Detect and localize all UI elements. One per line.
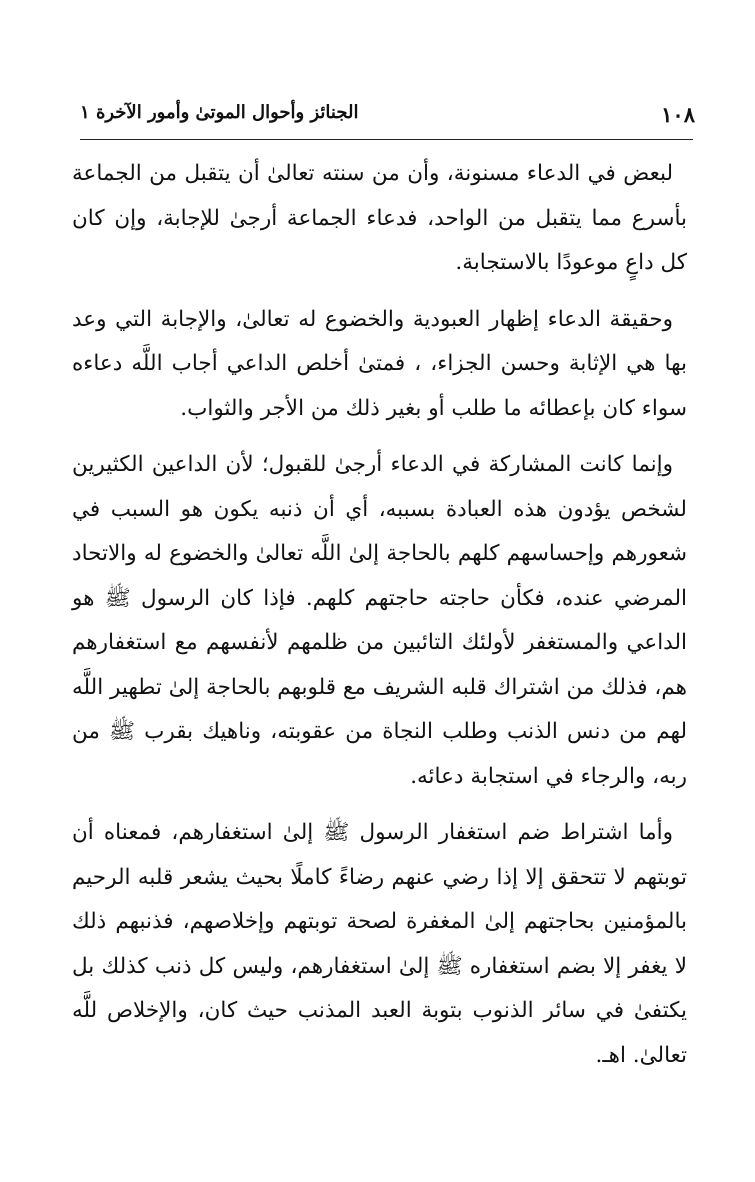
header-divider (80, 139, 693, 140)
page-header (80, 98, 695, 132)
paragraph-4: وأما اشتراط ضم استغفار الرسول ﷺ إلىٰ استغفارهم، فمعناه أن توبتهم لا تتحقق إلا إذا رضي عنهم رضاءً كاملًا بحيث يشعر قلبه الرحيم بالمؤمنين بحاجتهم إلىٰ المغفرة لصحة توبتهم وإخلاصهم، فذنبهم ذلك لا يغفر إلا بضم استغفاره ﷺ إلىٰ استغفارهم، وليس كل ذنب كذلك بل يكتفىٰ في سائر الذنوب بتوبة العبد المذنب حيث كان، والإخلاص للَّه تعالىٰ. اهـ. (72, 820, 687, 1068)
paragraph-2: وحقيقة الدعاء إظهار العبودية والخضوع له تعالىٰ، والإجابة التي وعد بها هي الإثابة وحسن الجزاء، ، فمتىٰ أخلص الداعي أجاب اللَّه دعاءه سواء كان بإعطائه ما طلب أو بغير ذلك من الأجر والثواب. (72, 306, 687, 421)
main-text (72, 152, 687, 1090)
running-title: الجنائز وأحوال الموتىٰ وأمور الآخرة ١ (80, 102, 359, 123)
paragraph-1: لبعض في الدعاء مسنونة، وأن من سنته تعالىٰ أن يتقبل من الجماعة بأسرع مما يتقبل من الواحد، فدعاء الجماعة أرجىٰ للإجابة، وإن كان كل داعٍ موعودًا بالاستجابة. (72, 161, 687, 275)
page-number: ١٠٨ (661, 102, 695, 127)
paragraph-3: وإنما كانت المشاركة في الدعاء أرجىٰ للقبول؛ لأن الداعين الكثيرين لشخص يؤدون هذه العبادة بسببه، أي أن ذنبه يكون هو السبب في شعورهم وإحساسهم كلهم بالحاجة إلىٰ اللَّه تعالىٰ والخضوع له والاتحاد المرضي عنده، فكأن حاجته حاجتهم كلهم. فإذا كان الرسول ﷺ هو الداعي والمستغفر لأولئك التائبين من ظلمهم لأنفسهم مع استغفارهم هم، فذلك من اشتراك قلبه الشريف مع قلوبهم بالحاجة إلىٰ تطهير اللَّه لهم من دنس الذنب وطلب النجاة من عقوبته، وناهيك بقرب ﷺ من ربه، والرجاء في استجابة دعائه. (72, 452, 687, 789)
